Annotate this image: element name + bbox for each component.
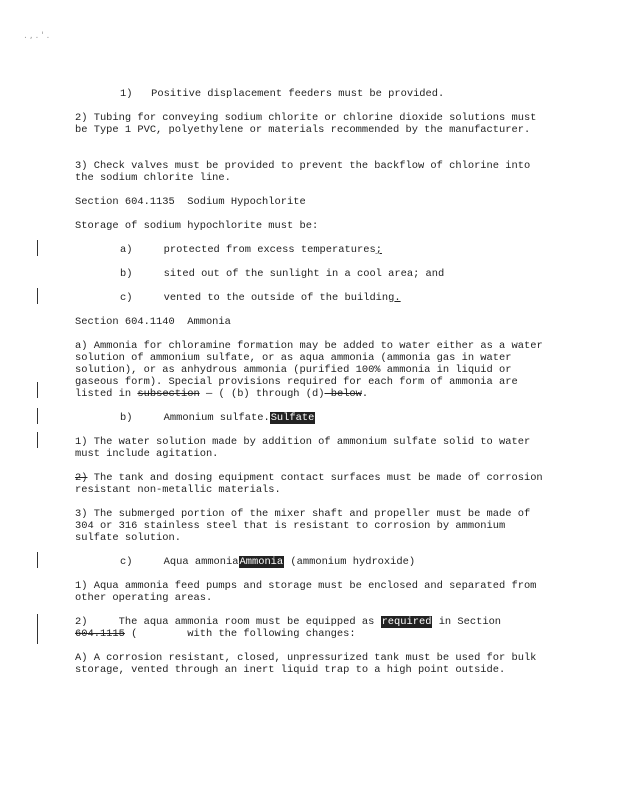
item-text: (ammonium hydroxide) — [284, 556, 416, 568]
change-bar — [37, 432, 38, 448]
paragraph-room-equipment-line1 — [75, 616, 501, 628]
paragraph-text: . — [361, 388, 369, 400]
scan-speck: . , . ' . — [24, 31, 50, 41]
edit-mark: — ( — [205, 388, 225, 400]
deleted-text: subsection — [137, 388, 200, 400]
inserted-text: . — [394, 292, 401, 304]
highlighted-deleted-text: Ammonia — [239, 556, 284, 568]
paragraph-room-equipment-line2 — [75, 628, 356, 640]
item-label: c) — [120, 556, 133, 568]
section-heading-604-1135: Section 604.1135 Sodium Hypochlorite — [75, 196, 306, 208]
paragraph-text: in Section — [432, 616, 502, 628]
item-text: sited out of the sunlight in a cool area; and — [163, 268, 445, 280]
paragraph-feeders: 1) Positive displacement feeders must be provided. — [120, 88, 445, 100]
deleted-text: below — [324, 388, 362, 400]
change-bar — [37, 552, 38, 568]
list-item-b — [120, 268, 444, 280]
highlighted-text: required — [381, 616, 432, 628]
item-label: b) — [120, 412, 133, 424]
change-bar — [37, 240, 38, 256]
paragraph-text: The tank and dosing equipment contact surfaces must be made of corrosion resistant non-metallic materials. — [75, 472, 543, 496]
list-item-a — [120, 244, 382, 256]
deleted-text: 604.1115 — [75, 628, 125, 640]
paragraph-text: with the following changes: — [187, 628, 356, 640]
item-label: b) — [120, 268, 133, 280]
paragraph-text: Ammonia for chloramine formation may be added to water either as a water solution of ammonium sulfate, or as aqua ammonia (ammonia gas in water solution), or as anhydrous ammonia (purified 100% ammonia in liquid or gaseous form). Special provisions required for each form of ammonia are listed in — [75, 340, 543, 400]
paragraph-ammonia-forms — [75, 340, 543, 400]
section-heading-604-1140: Section 604.1140 Ammonia — [75, 316, 231, 328]
change-bar — [37, 408, 38, 424]
list-item-c-aqua-ammonia — [120, 556, 415, 568]
item-text: vented to the outside of the building — [163, 292, 395, 304]
paragraph-contact-surfaces — [75, 472, 545, 496]
storage-intro: Storage of sodium hypochlorite must be: — [75, 220, 319, 232]
paragraph-tubing: 2) Tubing for conveying sodium chlorite or chlorine dioxide solutions must be Type 1 PVC, polyethylene or materials recommended by the manufacturer. — [75, 112, 537, 136]
highlighted-deleted-text: Sulfate — [270, 412, 315, 424]
item-text: protected from excess temperatures — [163, 244, 376, 256]
edit-mark: ( — [124, 628, 138, 640]
item-text: Ammonium sulfate. — [163, 412, 270, 424]
paragraph-text: (b) through (d) — [230, 388, 325, 400]
paragraph-feed-pumps: 1) Aqua ammonia feed pumps and storage must be enclosed and separated from other operating areas. — [75, 580, 537, 604]
paragraph-bulk-storage: A) A corrosion resistant, closed, unpressurized tank must be used for bulk storage, vented through an inert liquid trap to a high point outside. — [75, 652, 537, 676]
change-bar — [37, 614, 38, 644]
paragraph-check-valves: 3) Check valves must be provided to prevent the backflow of chlorine into the sodium chlorite line. — [75, 160, 531, 184]
item-text: Aqua ammonia — [163, 556, 239, 568]
list-item-b-ammonium-sulfate — [120, 412, 315, 424]
inserted-text: ; — [375, 244, 382, 256]
paragraph-agitation: 1) The water solution made by addition of ammonium sulfate solid to water must include agitation. — [75, 436, 531, 460]
deleted-text: 2) — [75, 472, 88, 484]
item-label: c) — [120, 292, 133, 304]
item-label: a) — [120, 244, 133, 256]
item-label: a) — [75, 340, 88, 352]
paragraph-text: 2) The aqua ammonia room must be equipped as — [75, 616, 375, 628]
list-item-c — [120, 292, 401, 304]
change-bar — [37, 288, 38, 304]
paragraph-mixer-shaft: 3) The submerged portion of the mixer shaft and propeller must be made of 304 or 316 stainless steel that is resistant to corrosion by ammonium sulfate solution. — [75, 508, 531, 544]
change-bar — [37, 382, 38, 398]
